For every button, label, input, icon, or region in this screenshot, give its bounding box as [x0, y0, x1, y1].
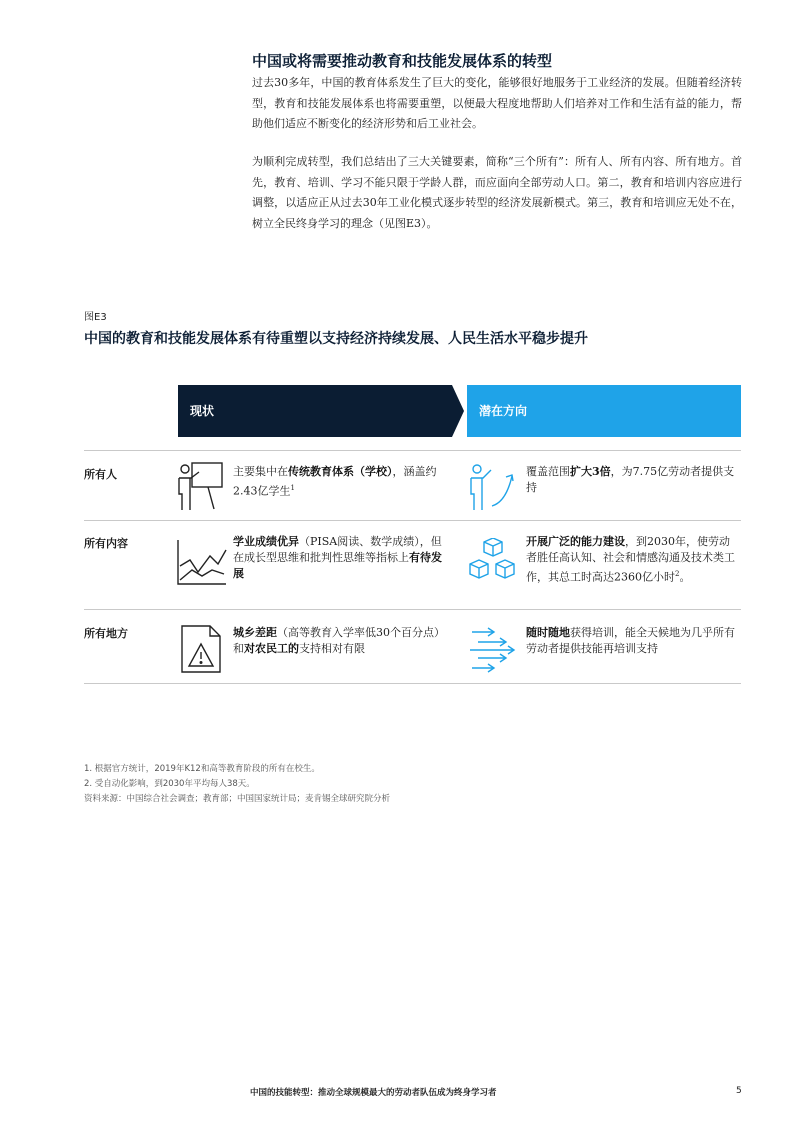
page-footer: 中国的技能转型：推动全球规模最大的劳动者队伍成为终身学习者 — [250, 1088, 497, 1098]
future-everywhere-text: 随时随地获得培训，能全天候地为几乎所有劳动者提供技能再培训支持 — [526, 626, 735, 655]
row-divider — [84, 450, 741, 451]
presenter-growth-icon — [468, 460, 518, 518]
future-content-text: 开展广泛的能力建设，到2030年，使劳动者胜任高认知、社会和情感沟通及技术类工作，其总工时高达2360亿小时$^2$。 — [526, 535, 735, 584]
header-future-direction — [467, 385, 741, 437]
row-label-everyone: 所有人 — [84, 468, 117, 481]
row-divider — [84, 520, 741, 521]
cubes-icon — [466, 538, 520, 592]
teacher-board-icon — [176, 460, 226, 518]
arrows-forward-icon — [468, 626, 520, 678]
source-note: 资料来源：中国综合社会调查；教育部；中国国家统计局；麦肯锡全球研究院分析 — [84, 794, 391, 804]
line-chart-icon — [176, 536, 228, 592]
future-everyone-text: 覆盖范围扩大3倍，为7.75亿劳动者提供支持 — [526, 465, 735, 494]
footnote-2: 2. 受自动化影响，到2030年平均每人38天。 — [84, 779, 255, 789]
header-current-state — [178, 385, 464, 437]
footnote-1: 1. 根据官方统计，2019年K12和高等教育阶段的所有在校生。 — [84, 764, 320, 774]
figure-title: 中国的教育和技能发展体系有待重塑以支持经济持续发展、人民生活水平稳步提升 — [84, 331, 588, 347]
section-title: 中国或将需要推动教育和技能发展体系的转型 — [252, 52, 553, 70]
current-everyone-text: 主要集中在传统教育体系（学校），涵盖约2.43亿学生$^1$ — [233, 465, 437, 498]
row-label-everywhere: 所有地方 — [84, 627, 128, 640]
current-everywhere-text: 城乡差距（高等教育入学率低30个百分点）和对农民工的支持相对有限 — [233, 626, 440, 655]
page-number: 5 — [736, 1086, 742, 1096]
warning-document-icon — [180, 624, 224, 678]
row-divider — [84, 683, 741, 684]
row-divider — [84, 609, 741, 610]
current-content-text: 学业成绩优异（PISA阅读、数学成绩），但在成长型思维和批判性思维等指标上有待发展 — [233, 535, 442, 580]
three-all-paragraph: 为顺利完成转型，我们总结出了三大关键要素，简称“三个所有”：所有人、所有内容、所有地方。首先，教育、培训、学习不能只限于学龄人群，而应面向全部劳动人口。第二，教育和培训内容应进行调整，以适应正从过去30年工业化模式逐步转型的经济发展新模式。第三，教育和培训应无处不在，树立全民终身学习的理念（见图E3）。 — [252, 155, 742, 230]
footnotes — [84, 762, 390, 807]
header-future-label: 潜在方向 — [479, 404, 528, 418]
header-current-label: 现状 — [190, 404, 215, 418]
row-label-all-content: 所有内容 — [84, 537, 128, 550]
intro-paragraph: 过去30多年，中国的教育体系发生了巨大的变化，能够很好地服务于工业经济的发展。但随着经济转型，教育和技能发展体系也将需要重塑，以便最大程度地帮助人们培养对工作和生活有益的能力，帮助他们适应不断变化的经济形势和后工业社会。 — [252, 76, 742, 130]
figure-label: 图E3 — [84, 312, 107, 323]
